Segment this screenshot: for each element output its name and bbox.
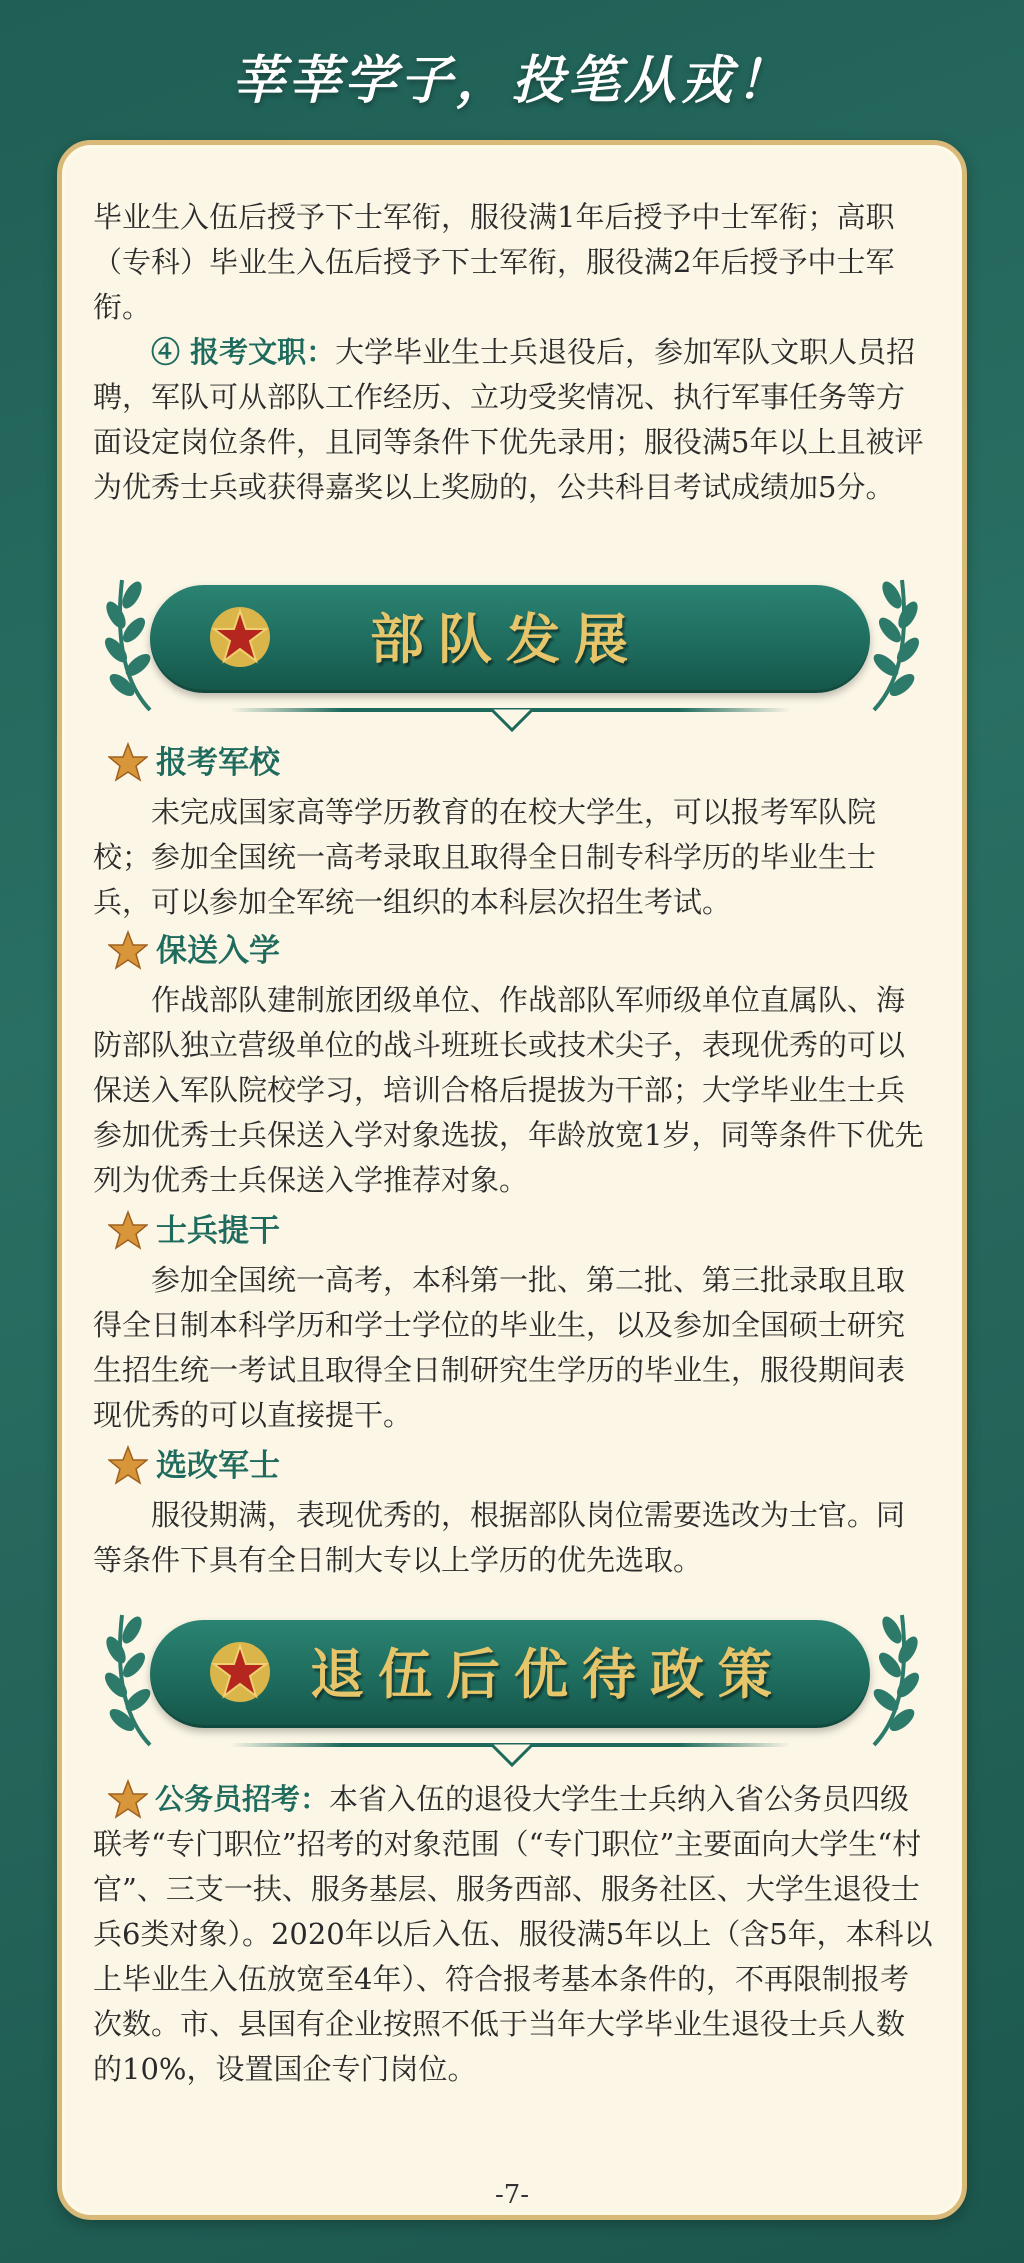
item-text-promotion: 参加全国统一高考，本科第一批、第二批、第三批录取且取得全日制本科学历和学士学位的毕业生，以及参加全国硕士研究生招生统一考试且取得全日制研究生学历的毕业生，服役期间表现优秀的可以直接提干。 — [93, 1263, 906, 1432]
army-star-icon — [208, 605, 272, 669]
page-title: 莘莘学子，投笔从戎！ — [231, 51, 792, 111]
section-banner-veteran-policy — [150, 1620, 870, 1728]
star-icon — [108, 1445, 148, 1485]
item-civilian-job-label: ④ 报考文职： — [151, 335, 336, 369]
star-icon — [108, 930, 148, 970]
army-star-icon — [208, 1640, 272, 1704]
item-heading-sergeant-selection: 选改军士 — [156, 1448, 280, 1484]
item-text-military-academy: 未完成国家高等学历教育的在校大学生，可以报考军队院校；参加全国统一高考录取且取得全日制专科学历的毕业生士兵，可以参加全军统一组织的本科层次招生考试。 — [93, 795, 877, 919]
star-icon — [108, 1210, 148, 1250]
item-civilian-job — [93, 330, 933, 510]
laurel-icon — [862, 1605, 932, 1755]
item-civil-service-label: 公务员招考： — [155, 1782, 330, 1816]
item-text-recommended-admission: 作战部队建制旅团级单位、作战部队军师级单位直属队、海防部队独立营级单位的战斗班班长或技术尖子，表现优秀的可以保送入军队院校学习，培训合格后提拔为干部；大学毕业生士兵参加优秀士兵保送入学对象选拔，年龄放宽1岁，同等条件下优先列为优秀士兵保送入学推荐对象。 — [93, 983, 924, 1197]
item-heading-recommended-admission: 保送入学 — [156, 933, 280, 969]
intro-paragraph: 毕业生入伍后授予下士军衔，服役满1年后授予中士军衔；高职（专科）毕业生入伍后授予下士军衔，服役满2年后授予中士军衔。 — [93, 200, 895, 324]
page-number: -7- — [494, 2180, 530, 2210]
section-banner-development — [150, 585, 870, 693]
item-civilian-job-text: 大学毕业生士兵退役后，参加军队文职人员招聘，军队可从部队工作经历、立功受奖情况、执行军事任务等方面设定岗位条件，且同等条件下优先录用；服役满5年以上且被评为优秀士兵或获得嘉奖以上奖励的，公共科目考试成绩加5分。 — [93, 335, 924, 504]
item-heading-military-academy: 报考军校 — [156, 745, 280, 781]
banner-pointer — [490, 708, 534, 732]
section-title-veteran-policy: 退伍后优待政策 — [310, 1642, 786, 1706]
section-title-development: 部队发展 — [370, 607, 642, 671]
item-text-sergeant-selection: 服役期满，表现优秀的，根据部队岗位需要选改为士官。同等条件下具有全日制大专以上学历的优先选取。 — [93, 1498, 906, 1577]
item-heading-promotion: 士兵提干 — [156, 1213, 280, 1249]
banner-pointer — [490, 1743, 534, 1767]
laurel-icon — [862, 570, 932, 720]
item-civil-service-exam — [93, 1777, 933, 2092]
item-civil-service-text: 本省入伍的退役大学生士兵纳入省公务员四级联考“专门职位”招考的对象范围（“专门职位”主要面向大学生“村官”、三支一扶、服务基层、服务西部、服务社区、大学生退役士兵6类对象）。2020年以后入伍、服役满5年以上（含5年，本科以上毕业生入伍放宽至4年）、符合报考基本条件的，不再限制报考次数。市、县国有企业按照不低于当年大学毕业生退役士兵人数的10%，设置国企专门岗位。 — [93, 1782, 933, 2086]
star-icon — [108, 742, 148, 782]
